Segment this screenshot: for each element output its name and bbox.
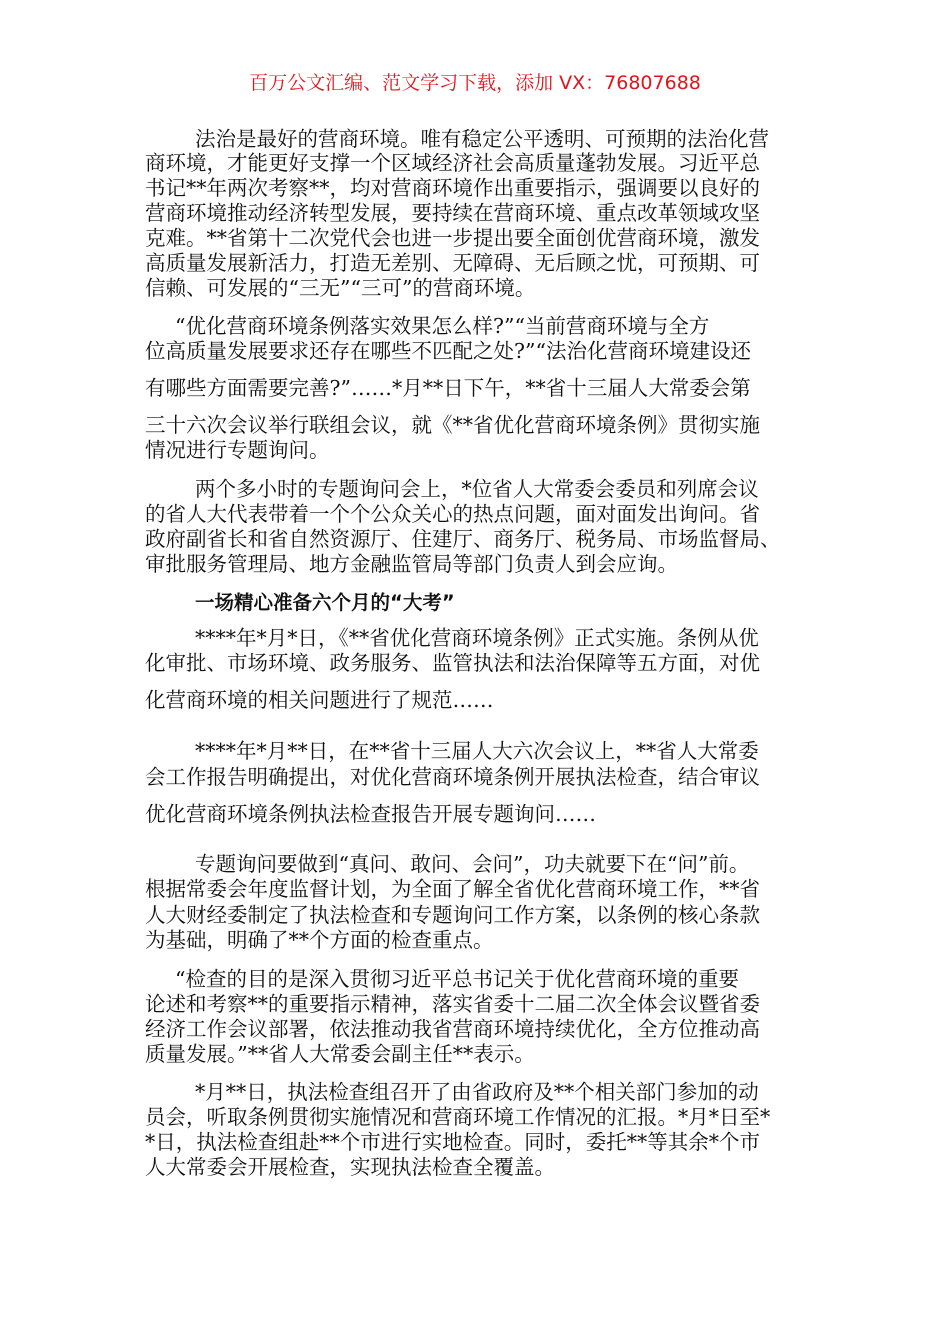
text-line: 论述和考察**的重要指示精神，落实省委十二届二次全体会议暨省委	[145, 992, 760, 1016]
text-line: 会工作报告明确提出，对优化营商环境条例开展执法检查，结合审议	[145, 765, 760, 789]
text-line: 质量发展。”**省人大常委会副主任**表示。	[145, 1042, 535, 1066]
text-line: 根据常委会年度监督计划，为全面了解全省优化营商环境工作，**省	[145, 877, 760, 901]
text-line: 化审批、市场环境、政务服务、监管执法和法治保障等五方面，对优	[145, 651, 760, 675]
text-line: 员会，听取条例贯彻实施情况和营商环境工作情况的汇报。*月*日至*	[145, 1105, 771, 1129]
watermark-header: 百万公文汇编、范文学习下载，添加 VX：76807688	[249, 72, 701, 94]
text-line: “检查的目的是深入贯彻习近平总书记关于优化营商环境的重要	[175, 967, 739, 991]
text-line: 书记**年两次考察**，均对营商环境作出重要指示，强调要以良好的	[145, 176, 760, 200]
text-line: 人大常委会开展检查，实现执法检查全覆盖。	[145, 1155, 555, 1179]
text-line: 情况进行专题询问。	[145, 438, 330, 462]
text-line: 的省人大代表带着一个个公众关心的热点问题，面对面发出询问。省	[145, 502, 760, 526]
text-line: 克难。**省第十二次党代会也进一步提出要全面创优营商环境，激发	[145, 226, 760, 250]
text-line: 优化营商环境条例执法检查报告开展专题询问……	[145, 802, 596, 826]
text-line: 信赖、可发展的“三无”“三可”的营商环境。	[145, 276, 536, 300]
text-line: 专题询问要做到“真问、敢问、会问”，功夫就要下在“问”前。	[195, 852, 750, 876]
text-line: 营商环境推动经济转型发展，要持续在营商环境、重点改革领域攻坚	[145, 201, 760, 225]
text-line: 商环境，才能更好支撑一个区域经济社会高质量蓬勃发展。习近平总	[145, 151, 760, 175]
text-line: 化营商环境的相关问题进行了规范……	[145, 688, 494, 712]
text-line: ****年*月*日，《**省优化营商环境条例》正式实施。条例从优	[195, 626, 759, 650]
text-line: *日，执法检查组赴**个市进行实地检查。同时，委托**等其余*个市	[145, 1130, 760, 1154]
text-line: 审批服务管理局、地方金融监管局等部门负责人到会应询。	[145, 552, 678, 576]
text-line: “优化营商环境条例落实效果怎么样?”“当前营商环境与全方	[175, 314, 710, 338]
text-line: *月**日，执法检查组召开了由省政府及**个相关部门参加的动	[195, 1080, 759, 1104]
text-line: 政府副省长和省自然资源厅、住建厅、商务厅、税务局、市场监督局、	[145, 527, 781, 551]
text-line: 法治是最好的营商环境。唯有稳定公平透明、可预期的法治化营	[195, 127, 769, 151]
text-line: 有哪些方面需要完善?”……*月**日下午，**省十三届人大常委会第	[145, 376, 751, 400]
text-line: 两个多小时的专题询问会上，*位省人大常委会委员和列席会议	[195, 477, 759, 501]
text-line: 高质量发展新活力，打造无差别、无障碍、无后顾之忧，可预期、可	[145, 251, 760, 275]
text-line: 为基础，明确了**个方面的检查重点。	[145, 928, 494, 952]
text-line: 三十六次会议举行联组会议，就《**省优化营商环境条例》贯彻实施	[145, 413, 760, 437]
heading-text: 一场精心准备六个月的“大考”	[195, 591, 455, 614]
text-line: ****年*月**日，在**省十三届人大六次会议上，**省人大常委	[195, 739, 759, 763]
text-line: 位高质量发展要求还存在哪些不匹配之处?”“法治化营商环境建设还	[145, 339, 751, 363]
text-line: 人大财经委制定了执法检查和专题询问工作方案，以条例的核心条款	[145, 903, 760, 927]
text-line: 经济工作会议部署，依法推动我省营商环境持续优化，全方位推动高	[145, 1017, 760, 1041]
